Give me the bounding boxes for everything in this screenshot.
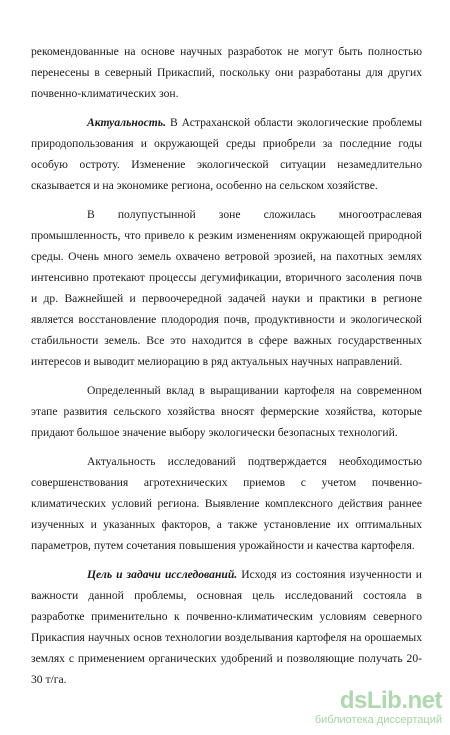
paragraph-text: В Астраханской области экологические проблемы природопользования и окружающей среды приобрели за последние годы особую остроту. Изменение экологической ситуации незамедлительно сказывается и на экономике региона, особенно на сельском хозяйстве.	[31, 116, 422, 192]
paragraph-heading: Цель и задачи исследований.	[87, 568, 238, 581]
paragraph-relevance	[31, 112, 422, 196]
paragraph-heading: Актуальность.	[87, 116, 166, 129]
paragraph-text: рекомендованные на основе научных разработок не могут быть полностью перенесены в северный Прикаспий, поскольку они разработаны для других почвенно-климатических зон.	[31, 45, 422, 100]
paragraph-text: Определенный вклад в выращивании картофеля на современном этапе развития сельского хозяйства вносят фермерские хозяйства, которые придают большое значение выбору экологически безопасных технологий.	[31, 384, 422, 439]
paragraph-text: Исходя из состояния изученности и важности данной проблемы, основная цель исследований состояла в разработке применительно к почвенно-климатическим условиям северного Прикаспия научных основ технологии возделывания картофеля на орошаемых землях с применением органических удобрений и позволяющие получать 20-30 т/га.	[31, 568, 422, 686]
paragraph-text: Актуальность исследований подтверждается необходимостью совершенствования агротехнических приемов с учетом почвенно-климатических условий региона. Выявление комплексного действия раннее изученных и указанных факторов, а также установление их оптимальных параметров, путем сочетания повышения урожайности и качества картофеля.	[31, 455, 422, 552]
watermark	[314, 687, 442, 729]
document-page	[31, 41, 422, 690]
paragraph-industry	[31, 204, 422, 372]
watermark-subtitle: библиотека диссертаций	[314, 714, 442, 726]
paragraph-research-relevance	[31, 451, 422, 556]
paragraph-text: В полупустынной зоне сложилась многоотраслевая промышленность, что привело к резким изменениям окружающей природной среды. Очень много земель охвачено ветровой эрозией, на пахотных землях интенсивно протекают процессы дегумификации, вторичного засоления почв и др. Важнейшей и первоочередной задачей науки и практики в регионе является восстановление плодородия почв, продуктивности и экологической стабильности земель. Все это находится в сфере важных государственных интересов и выводит мелиорацию в ряд актуальных научных направлений.	[31, 208, 422, 368]
paragraph-continuation	[31, 41, 422, 104]
paragraph-goals	[31, 564, 422, 690]
paragraph-farming	[31, 380, 422, 443]
watermark-logo: dsLib.net	[339, 687, 442, 714]
